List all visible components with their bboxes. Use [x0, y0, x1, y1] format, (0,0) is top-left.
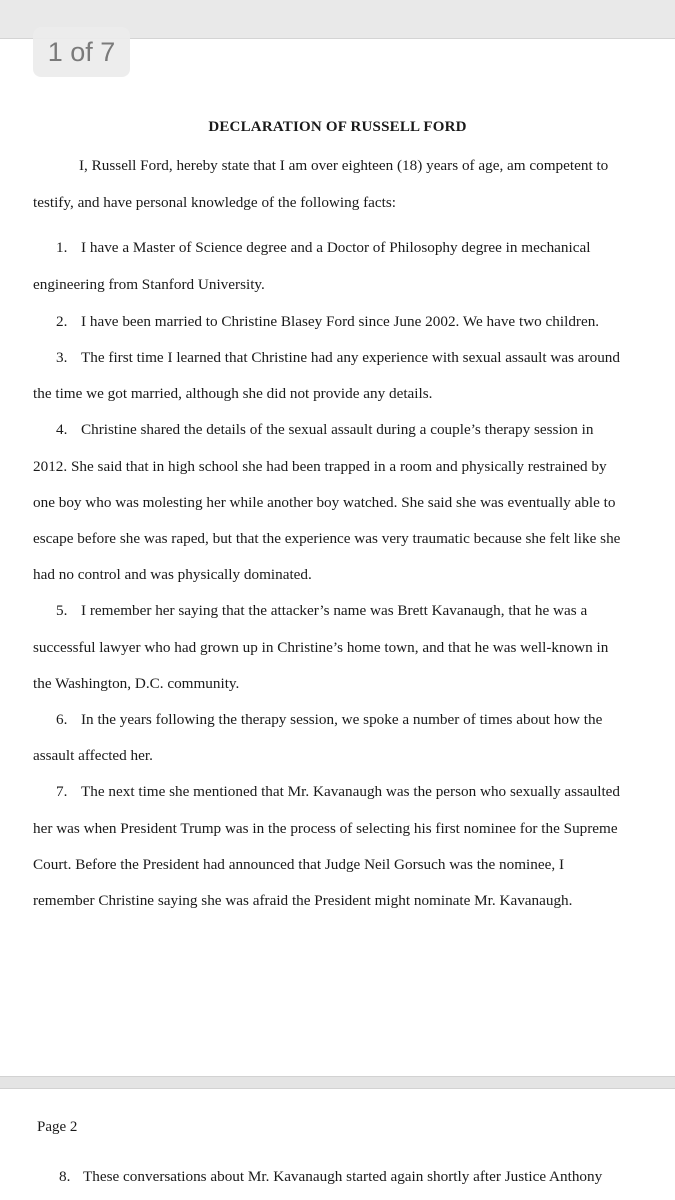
paragraph-number: 8.	[59, 1168, 71, 1185]
paragraph-line: The next time she mentioned that Mr. Kavanaugh was the person who sexually assaulted	[81, 783, 621, 800]
paragraph-line: had no control and was physically dominated.	[33, 566, 312, 583]
paragraph-number: 6.	[56, 711, 68, 728]
paragraph-line: These conversations about Mr. Kavanaugh started again shortly after Justice Anthony	[83, 1168, 603, 1185]
paragraph-number: 1.	[56, 239, 68, 256]
paragraph-line: the time we got married, although she did not provide any details.	[33, 385, 433, 402]
document-title: DECLARATION OF RUSSELL FORD	[208, 119, 467, 135]
page-separator	[0, 1076, 675, 1089]
paragraph-line: one boy who was molesting her while another boy watched. She said she was eventually able to	[33, 494, 616, 511]
paragraph-line: Christine shared the details of the sexual assault during a couple’s therapy session in	[81, 421, 594, 438]
paragraph-number: 5.	[56, 602, 68, 619]
paragraph-line: The first time I learned that Christine had any experience with sexual assault was around	[81, 349, 620, 366]
document-page-2[interactable]	[0, 1089, 675, 1200]
paragraph-line: successful lawyer who had grown up in Christine’s home town, and that he was well-known in	[33, 639, 609, 656]
paragraph-line: I have been married to Christine Blasey Ford since June 2002. We have two children.	[81, 313, 600, 330]
paragraph-line: In the years following the therapy session, we spoke a number of times about how the	[81, 711, 603, 728]
paragraph-line: I remember her saying that the attacker’s name was Brett Kavanaugh, that he was a	[81, 602, 588, 619]
page-label: Page 2	[37, 1119, 78, 1135]
paragraph-number: 2.	[56, 313, 68, 330]
paragraph-line: engineering from Stanford University.	[33, 276, 265, 293]
paragraph-line: Court. Before the President had announced that Judge Neil Gorsuch was the nominee, I	[33, 856, 564, 873]
paragraph-line: the Washington, D.C. community.	[33, 675, 240, 692]
paragraph-line: escape before she was raped, but that the experience was very traumatic because she felt like she	[33, 530, 621, 547]
intro-line: I, Russell Ford, hereby state that I am over eighteen (18) years of age, am competent to	[79, 157, 609, 174]
paragraph-number: 3.	[56, 349, 68, 366]
paragraph-line: her was when President Trump was in the process of selecting his first nominee for the Supreme	[33, 820, 618, 837]
paragraph-line: I have a Master of Science degree and a Doctor of Philosophy degree in mechanical	[81, 239, 591, 256]
page-indicator: 1 of 7	[33, 27, 130, 77]
document-page-1[interactable]	[0, 38, 675, 1077]
paragraph-number: 7.	[56, 783, 68, 800]
paragraph-line: assault affected her.	[33, 747, 153, 764]
paragraph-line: remember Christine saying she was afraid the President might nominate Mr. Kavanaugh.	[33, 892, 573, 909]
paragraph-line: 2012. She said that in high school she had been trapped in a room and physically restrained by	[33, 458, 607, 475]
intro-line: testify, and have personal knowledge of the following facts:	[33, 194, 396, 211]
paragraph-number: 4.	[56, 421, 68, 438]
